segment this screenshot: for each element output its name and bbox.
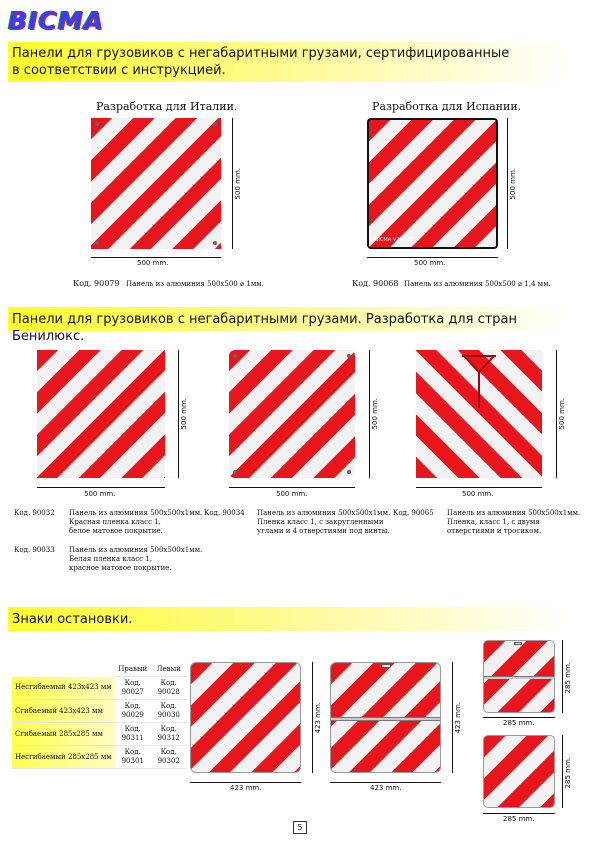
benelux-panel-1 bbox=[37, 350, 165, 478]
spain-code: Код. 90068 bbox=[352, 279, 399, 288]
stop-sign-423-rigid bbox=[190, 662, 301, 773]
page-number: 5 bbox=[293, 821, 307, 834]
benelux2-height-line bbox=[369, 350, 370, 478]
spain-width-label: 500 mm. bbox=[414, 259, 446, 267]
spain-panel bbox=[367, 118, 498, 249]
s423b-width-line bbox=[330, 782, 441, 783]
benelux2-desc-2: Пленка класс 1, с закругленными bbox=[257, 518, 384, 526]
italy-height-line bbox=[232, 118, 233, 249]
spain-desc: Панель из алюминия 500x500 ⌀ 1,4 мм. bbox=[404, 280, 551, 288]
header-right: Правый bbox=[115, 663, 151, 677]
row-label: Сгибаемый 423x423 мм bbox=[12, 700, 115, 723]
benelux3-desc-2: Пленка, класс 1, с двумя bbox=[447, 518, 540, 526]
section3-header bbox=[8, 607, 572, 631]
benelux3-desc-3: отверстиями и тросиком. bbox=[447, 527, 542, 535]
benelux3-width-label: 500 mm. bbox=[462, 490, 494, 498]
benelux1-width-label: 500 mm. bbox=[84, 490, 116, 498]
stop-sign-423-foldable bbox=[330, 662, 441, 773]
code-left: Код. 90302 bbox=[151, 746, 187, 769]
benelux3-height-label: 500 mm. bbox=[558, 398, 566, 430]
italy-width-label: 500 mm. bbox=[137, 259, 169, 267]
table-row bbox=[12, 700, 187, 723]
row-label: Сгибаемый 285x285 мм bbox=[12, 723, 115, 746]
benelux3-height-line bbox=[556, 350, 557, 478]
s423a-height-line bbox=[312, 662, 313, 773]
benelux-extra-desc-3: красное матовое покрытие. bbox=[69, 564, 172, 572]
italy-code: Код. 90079 bbox=[73, 279, 120, 288]
benelux-panel-3 bbox=[416, 350, 542, 478]
stop-sign-285-foldable bbox=[483, 640, 555, 713]
code-right: Код. 90301 bbox=[115, 746, 151, 769]
benelux3-width-line bbox=[416, 487, 542, 488]
table-row bbox=[12, 677, 187, 700]
code-left: Код. 90030 bbox=[151, 700, 187, 723]
benelux2-width-label: 500 mm. bbox=[276, 490, 308, 498]
benelux2-desc-1: Панель из алюминия 500x500x1мм. bbox=[257, 509, 391, 517]
table-row bbox=[12, 723, 187, 746]
benelux1-height-line bbox=[178, 350, 179, 478]
benelux1-height-label: 500 mm. bbox=[180, 398, 188, 430]
s423a-width-label: 423 mm. bbox=[230, 784, 262, 792]
section2-header bbox=[8, 307, 572, 344]
italy-panel bbox=[91, 118, 221, 249]
benelux3-desc-1: Панель из алюминия 500x500x1мм. bbox=[447, 509, 581, 517]
header-left: Левый bbox=[151, 663, 187, 677]
row-label: Несгибаемый 285x285 мм bbox=[12, 746, 115, 769]
section1-title-line1: Панели для грузовиков с негабаритными грузами, сертифицированные bbox=[12, 46, 510, 61]
section2-title: Панели для грузовиков с негабаритными грузами. Разработка для стран Бенилюкс. bbox=[12, 312, 518, 344]
code-left: Код. 90028 bbox=[151, 677, 187, 700]
benelux1-width-line bbox=[37, 487, 165, 488]
benelux2-width-line bbox=[229, 487, 355, 488]
s285a-height-label: 285 mm. bbox=[564, 662, 572, 694]
brand-logo: BICMA bbox=[8, 6, 104, 35]
section1-header bbox=[8, 42, 572, 82]
spain-caption: Разработка для Испании. bbox=[372, 100, 522, 113]
s285a-width-line bbox=[483, 717, 555, 718]
code-right: Код. 90029 bbox=[115, 700, 151, 723]
s285b-width-label: 285 mm. bbox=[503, 815, 535, 823]
italy-caption: Разработка для Италии. bbox=[96, 100, 238, 113]
s423a-width-line bbox=[190, 782, 301, 783]
benelux1-desc-1: Панель из алюминия 500x500x1мм. bbox=[69, 509, 203, 517]
s285a-height-line bbox=[562, 640, 563, 713]
s285b-height-line bbox=[562, 735, 563, 808]
benelux2-desc-3: углами и 4 отверстиями под винты. bbox=[257, 527, 390, 535]
benelux2-code: Код. 90034 bbox=[204, 509, 245, 517]
cable-icon bbox=[454, 350, 504, 410]
italy-height-label: 500 mm. bbox=[234, 168, 242, 200]
benelux-panel-2 bbox=[229, 350, 355, 478]
code-left: Код. 90312 bbox=[151, 723, 187, 746]
table-row bbox=[12, 746, 187, 769]
benelux-extra-desc-2: Белая пленка класс 1, bbox=[69, 555, 152, 563]
s285a-width-label: 285 mm. bbox=[503, 719, 535, 727]
s423b-height-label: 423 mm. bbox=[454, 702, 462, 734]
spain-width-line bbox=[367, 257, 498, 258]
s423a-height-label: 423 mm. bbox=[314, 702, 322, 734]
benelux1-desc-2: Красная пленка класс 1, bbox=[69, 518, 161, 526]
italy-desc: Панель из алюминия 500x500 ⌀ 1мм. bbox=[126, 280, 264, 288]
s423b-height-line bbox=[452, 662, 453, 773]
spain-height-line bbox=[507, 118, 508, 249]
s285b-height-label: 285 mm. bbox=[564, 757, 572, 789]
benelux1-desc-3: белое матовое покрытие. bbox=[69, 527, 163, 535]
section1-title-line2: в соответствии с инструкцией. bbox=[12, 63, 226, 78]
spain-sign-text: BICMA V20.002 bbox=[375, 237, 414, 243]
spain-height-label: 500 mm. bbox=[509, 168, 517, 200]
benelux-extra-desc-1: Панель из алюминия 500x500x1мм. bbox=[69, 546, 203, 554]
section3-title: Знаки остановки. bbox=[12, 612, 133, 627]
s423b-width-label: 423 mm. bbox=[370, 784, 402, 792]
stop-sign-285-rigid bbox=[483, 735, 555, 808]
benelux1-code: Код. 90032 bbox=[14, 509, 55, 517]
benelux3-code: Код. 90065 bbox=[393, 509, 434, 517]
code-right: Код. 90311 bbox=[115, 723, 151, 746]
benelux2-height-label: 500 mm. bbox=[371, 398, 379, 430]
italy-width-line bbox=[91, 257, 221, 258]
stop-signs-table bbox=[12, 663, 187, 769]
row-label: Несгибаемый 423x423 мм bbox=[12, 677, 115, 700]
s285b-width-line bbox=[483, 813, 555, 814]
code-right: Код. 90027 bbox=[115, 677, 151, 700]
benelux-extra-code: Код. 90033 bbox=[14, 546, 55, 554]
